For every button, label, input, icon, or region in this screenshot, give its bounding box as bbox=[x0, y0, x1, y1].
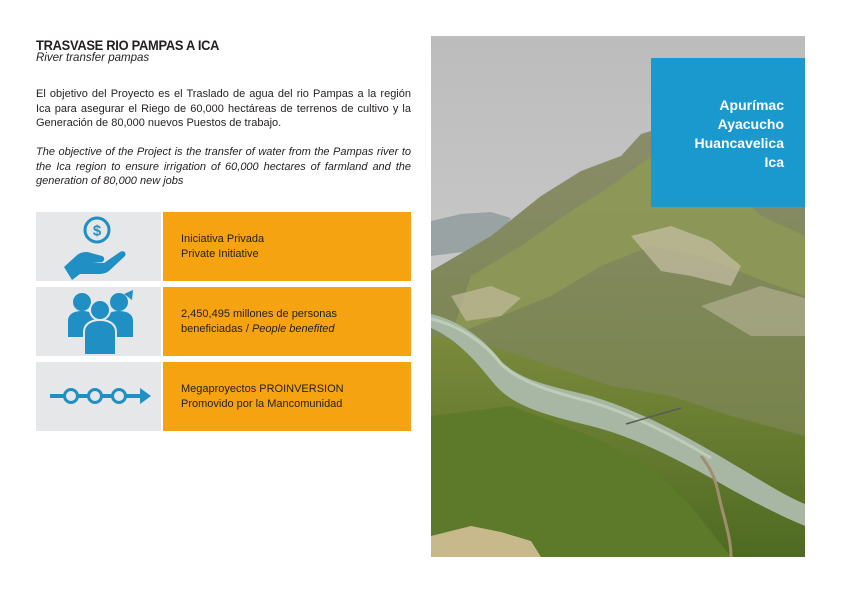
page-subtitle: River transfer pampas bbox=[36, 52, 150, 64]
feature-line-spanish: Iniciativa Privada bbox=[181, 233, 265, 245]
hand-money-icon bbox=[36, 212, 161, 281]
feature-row-people-benefited bbox=[36, 287, 411, 356]
timeline-arrow-icon bbox=[36, 362, 161, 431]
intro-paragraph-spanish: El objetivo del Proyecto es el Traslado de agua del rio Pampas a la región Ica para asegurar el Riego de 60,000 hectáreas de terrenos de cultivo y la Generación de 80,000 nuevos Puestos de trabajo. bbox=[36, 88, 411, 129]
feature-line-spanish: Megaproyectos PROINVERSION bbox=[181, 383, 344, 395]
feature-icon-box bbox=[36, 212, 161, 281]
region-ica: Ica bbox=[764, 154, 784, 170]
feature-line-spanish: 2,450,495 millones de personas bbox=[181, 308, 337, 320]
feature-icon-box bbox=[36, 287, 161, 356]
region-huancavelica: Huancavelica bbox=[694, 135, 784, 151]
feature-line-english-part: People benefited bbox=[251, 322, 335, 335]
page-title: TRASVASE RIO PAMPAS A ICA bbox=[36, 37, 220, 53]
feature-line-english: Private Initiative bbox=[181, 247, 259, 260]
intro-paragraph-english: The objective of the Project is the transfer of water from the Pampas river to the Ica region to ensure irrigation of 60,000 hectares of farmland and the generation of 80,000 new jobs bbox=[36, 146, 411, 187]
feature-row-private-initiative bbox=[36, 212, 411, 281]
people-group-icon bbox=[36, 287, 161, 356]
feature-line-spanish-part: beneficiadas / bbox=[181, 322, 252, 335]
feature-text-box bbox=[163, 212, 411, 281]
feature-line-spanish-2: Promovido por la Mancomunidad bbox=[181, 397, 343, 410]
region-ayacucho: Ayacucho bbox=[717, 116, 784, 132]
feature-row-megaprojects bbox=[36, 362, 411, 431]
feature-text-box bbox=[163, 287, 411, 356]
feature-icon-box bbox=[36, 362, 161, 431]
svg-text:$: $ bbox=[92, 222, 102, 240]
feature-line-mixed bbox=[181, 322, 411, 337]
region-apurimac: Apurímac bbox=[719, 97, 784, 113]
feature-text-box bbox=[163, 362, 411, 431]
regions-box bbox=[651, 58, 805, 207]
